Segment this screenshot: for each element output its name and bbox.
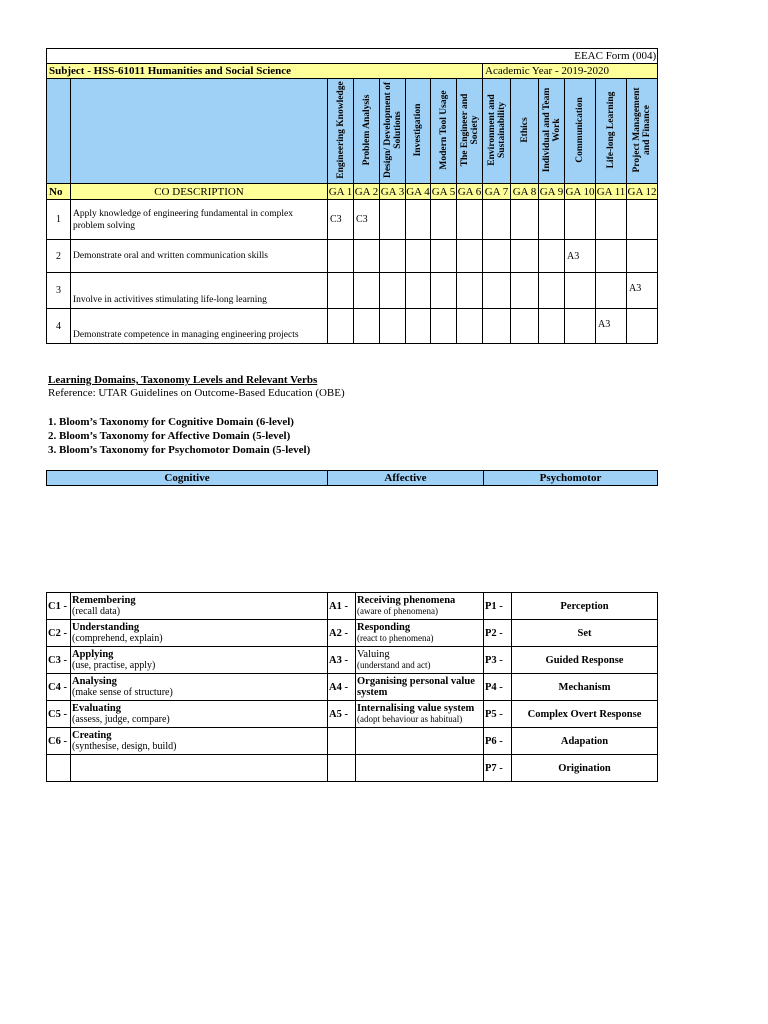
ga-code-header: GA 11 [596, 185, 626, 198]
ga-attribute-name: Project Management and Finance [632, 87, 653, 173]
psychomotor-level-code: P5 - [484, 701, 512, 728]
affective-level-code: A3 - [328, 647, 356, 674]
ga-mark-cell [627, 309, 658, 344]
affective-level-code: A5 - [328, 701, 356, 728]
affective-level-code: A4 - [328, 674, 356, 701]
ga-mark-cell [539, 200, 565, 240]
cognitive-level-code: C4 - [47, 674, 71, 701]
ga-mark-cell [511, 240, 539, 273]
ga-mark-cell [511, 273, 539, 309]
ga-mark-cell [627, 200, 658, 240]
ga-mark-cell [457, 240, 483, 273]
ga-mark-cell [565, 309, 596, 344]
cognitive-level-cell [71, 728, 328, 755]
co-number: 1 [47, 200, 71, 240]
affective-level-cell [356, 728, 484, 755]
affective-level-name: Valuing [357, 649, 390, 660]
cognitive-level-name: Creating [72, 730, 112, 741]
ga-mark-cell [328, 273, 354, 309]
ga-mark-cell [431, 200, 457, 240]
ga-attribute-name: The Engineer and Society [459, 93, 480, 167]
affective-level-verbs: (understand and act) [357, 660, 431, 670]
affective-header: Affective [328, 471, 484, 486]
table-row [47, 647, 658, 674]
cognitive-level-verbs: (make sense of structure) [72, 687, 173, 698]
blank-header-cell [71, 79, 328, 184]
co-ga-matrix [46, 48, 658, 344]
psychomotor-level-code: P4 - [484, 674, 512, 701]
ga-mark-cell [406, 200, 431, 240]
cognitive-level-cell [71, 755, 328, 782]
ga-code-header: GA 12 [627, 185, 657, 198]
ga-code-header: GA 1 [328, 185, 353, 198]
cognitive-level-cell [71, 647, 328, 674]
ga-code-header: GA 8 [511, 184, 539, 200]
psychomotor-header: Psychomotor [484, 471, 658, 486]
cognitive-level-code: C2 - [47, 620, 71, 647]
cognitive-level-cell [71, 620, 328, 647]
psychomotor-level-name: Adapation [512, 728, 658, 755]
ga-code-header: GA 2 [354, 185, 379, 198]
table-row [47, 200, 658, 240]
ga-attribute-name: Investigation [413, 103, 423, 157]
ga-attribute-header [354, 79, 380, 184]
academic-year: Academic Year - 2019-2020 [483, 64, 658, 79]
psychomotor-level-name: Guided Response [512, 647, 658, 674]
ga-code-header: GA 6 [457, 185, 482, 198]
ga-attribute-header [539, 79, 565, 184]
ga-attribute-header [596, 79, 627, 184]
ga-mark-cell [596, 240, 627, 273]
ga-mark-cell [380, 309, 406, 344]
cognitive-level-verbs: (recall data) [72, 606, 121, 617]
affective-level-verbs: (aware of phenomena) [357, 606, 438, 616]
co-description: Demonstrate competence in managing engineering projects [71, 309, 328, 344]
subject-title: Subject - HSS-61011 Humanities and Social Science [47, 64, 483, 79]
ga-mark-cell [380, 240, 406, 273]
ga-mark-cell: C3 [354, 200, 380, 240]
affective-level-cell [356, 674, 484, 701]
affective-level-name: Internalising value system [357, 703, 475, 714]
ga-mark-cell: C3 [328, 200, 354, 240]
ga-mark-cell [539, 240, 565, 273]
ga-mark-cell [380, 273, 406, 309]
ga-code-header: GA 10 [565, 185, 595, 198]
affective-level-name: Organising personal value system [357, 676, 475, 698]
ga-mark-cell [627, 240, 658, 273]
ga-mark-cell [457, 200, 483, 240]
ga-attribute-header [627, 79, 658, 184]
affective-level-code: A1 - [328, 593, 356, 620]
ga-attribute-header [431, 79, 457, 184]
cognitive-level-cell [71, 701, 328, 728]
cognitive-level-cell [71, 593, 328, 620]
co-number: 3 [47, 273, 71, 309]
ga-attribute-header [380, 79, 406, 184]
psychomotor-level-name: Set [512, 620, 658, 647]
ga-mark-cell [511, 200, 539, 240]
ga-attribute-header [328, 79, 354, 184]
cognitive-level-name: Understanding [72, 622, 140, 633]
affective-level-cell [356, 701, 484, 728]
ga-mark-cell: A3 [596, 309, 627, 344]
taxonomy-levels-table [46, 592, 658, 782]
cognitive-level-code: C1 - [47, 593, 71, 620]
cognitive-level-verbs: (comprehend, explain) [72, 633, 163, 644]
ga-attribute-header [565, 79, 596, 184]
psychomotor-level-name: Mechanism [512, 674, 658, 701]
ga-attribute-name: Engineering Knowledge [335, 81, 346, 179]
ga-attribute-header [406, 79, 431, 184]
co-description: Involve in activitives stimulating life-long learning [71, 273, 328, 309]
table-row [47, 620, 658, 647]
ga-attribute-name: Individual and Team Work [541, 87, 562, 173]
ga-mark-cell [596, 273, 627, 309]
cognitive-level-code: C6 - [47, 728, 71, 755]
psychomotor-level-code: P3 - [484, 647, 512, 674]
ga-mark-cell [565, 200, 596, 240]
ga-mark-cell [457, 309, 483, 344]
table-row [47, 728, 658, 755]
ga-mark-cell [483, 273, 511, 309]
reference-note: Reference: UTAR Guidelines on Outcome-Based Education (OBE) [48, 387, 345, 399]
taxonomy-item: 2. Bloom’s Taxonomy for Affective Domain (5-level) [48, 430, 291, 442]
table-row [47, 273, 658, 309]
ga-mark-cell [431, 273, 457, 309]
ga-attribute-header [457, 79, 483, 184]
ga-code-header: GA 5 [431, 185, 456, 198]
ga-code-header: GA 4 [406, 185, 430, 198]
co-number: 4 [47, 309, 71, 344]
ga-mark-cell: A3 [627, 273, 658, 309]
cognitive-level-code: C3 - [47, 647, 71, 674]
ga-mark-cell [565, 273, 596, 309]
ga-attribute-header [483, 79, 511, 184]
ga-code-header: GA 9 [539, 185, 564, 198]
ga-attribute-name: Communication [575, 97, 585, 163]
ga-mark-cell [539, 309, 565, 344]
ga-mark-cell [406, 273, 431, 309]
affective-level-cell [356, 755, 484, 782]
cognitive-level-code: C5 - [47, 701, 71, 728]
col-desc-header: CO DESCRIPTION [71, 184, 328, 200]
ga-mark-cell [431, 240, 457, 273]
affective-level-verbs: (adopt behaviour as habitual) [357, 714, 463, 724]
ga-code-header: GA 3 [380, 185, 405, 198]
affective-level-name: Receiving phenomena [357, 595, 456, 606]
col-no-header: No [47, 184, 71, 200]
ga-mark-cell [511, 309, 539, 344]
ga-mark-cell [406, 309, 431, 344]
ga-mark-cell [431, 309, 457, 344]
affective-level-cell [356, 620, 484, 647]
ga-mark-cell [328, 309, 354, 344]
cognitive-level-name: Analysing [72, 676, 117, 687]
cognitive-level-verbs: (synthesise, design, build) [72, 741, 177, 752]
cognitive-level-name: Evaluating [72, 703, 122, 714]
psychomotor-level-name: Origination [512, 755, 658, 782]
blank-header-cell [47, 79, 71, 184]
co-description: Demonstrate oral and written communication skills [71, 240, 328, 273]
affective-level-code [328, 728, 356, 755]
ga-attribute-name: Problem Analysis [361, 94, 372, 166]
ga-mark-cell [483, 309, 511, 344]
psychomotor-level-name: Complex Overt Response [512, 701, 658, 728]
ga-mark-cell [354, 309, 380, 344]
ga-mark-cell [354, 240, 380, 273]
ga-code-header: GA 7 [483, 184, 511, 200]
form-label: EEAC Form (004) [47, 49, 658, 64]
ga-mark-cell [457, 273, 483, 309]
ga-mark-cell [483, 240, 511, 273]
psychomotor-level-code: P1 - [484, 593, 512, 620]
domain-header [46, 470, 658, 486]
cognitive-level-name: Applying [72, 649, 114, 660]
table-row [47, 701, 658, 728]
ga-attribute-name: Modern Tool Usage [438, 90, 449, 170]
ga-attribute-name: Design/ Development of Solutions [382, 81, 403, 179]
table-row [47, 309, 658, 344]
ga-mark-cell [596, 200, 627, 240]
psychomotor-level-code: P6 - [484, 728, 512, 755]
psychomotor-level-name: Perception [512, 593, 658, 620]
taxonomy-item: 3. Bloom’s Taxonomy for Psychomotor Domain (5-level) [48, 444, 311, 456]
ga-attribute-name: Life-long Learning [606, 91, 616, 169]
ga-mark-cell: A3 [565, 240, 596, 273]
co-number: 2 [47, 240, 71, 273]
cognitive-header: Cognitive [47, 471, 328, 486]
cognitive-level-name: Remembering [72, 595, 136, 606]
ga-attribute-name: Ethics [519, 117, 530, 143]
ga-mark-cell [328, 240, 354, 273]
ga-mark-cell [483, 200, 511, 240]
cognitive-level-code [47, 755, 71, 782]
table-row [47, 593, 658, 620]
cognitive-level-cell [71, 674, 328, 701]
psychomotor-level-code: P2 - [484, 620, 512, 647]
affective-level-cell [356, 593, 484, 620]
cognitive-level-verbs: (assess, judge, compare) [72, 714, 170, 725]
ga-attribute-name: Environment and Sustainability [486, 94, 507, 166]
table-row [47, 674, 658, 701]
learning-domains-heading: Learning Domains, Taxonomy Levels and Relevant Verbs [48, 374, 318, 386]
affective-level-cell [356, 647, 484, 674]
affective-level-code: A2 - [328, 620, 356, 647]
taxonomy-list [48, 415, 310, 457]
taxonomy-item: 1. Bloom’s Taxonomy for Cognitive Domain (6-level) [48, 416, 294, 428]
affective-level-name: Responding [357, 622, 411, 633]
ga-attribute-header [511, 79, 539, 184]
ga-mark-cell [539, 273, 565, 309]
table-row [47, 755, 658, 782]
ga-mark-cell [380, 200, 406, 240]
ga-mark-cell [354, 273, 380, 309]
affective-level-verbs: (react to phenomena) [357, 633, 434, 643]
cognitive-level-verbs: (use, practise, apply) [72, 660, 156, 671]
ga-mark-cell [406, 240, 431, 273]
table-row [47, 240, 658, 273]
psychomotor-level-code: P7 - [484, 755, 512, 782]
co-description: Apply knowledge of engineering fundamental in complex problem solving [71, 200, 328, 240]
affective-level-code [328, 755, 356, 782]
